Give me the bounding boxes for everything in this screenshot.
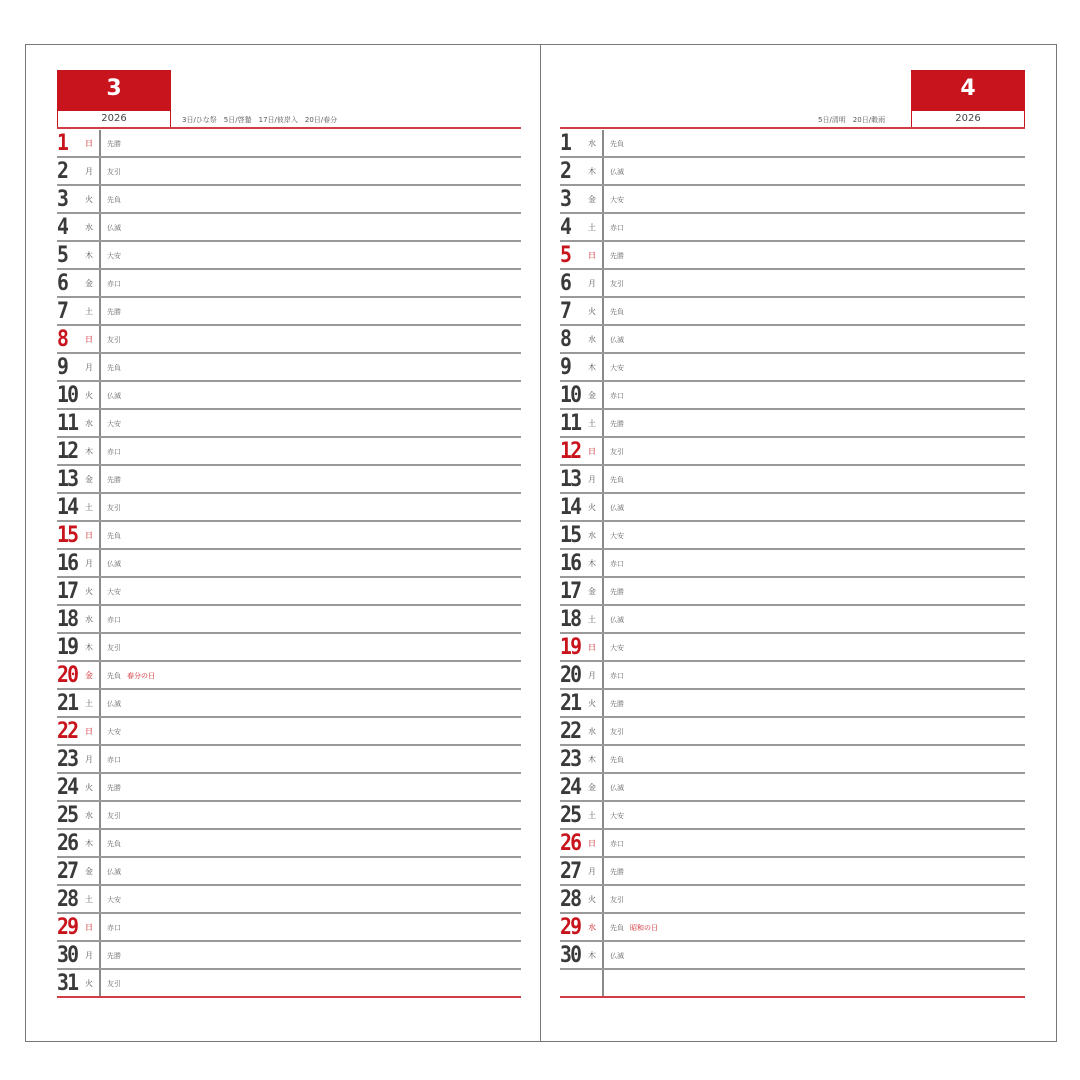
day-row (560, 942, 1025, 970)
rokuyo-label: 友引 (107, 504, 121, 512)
holiday-label: 昭和の日 (630, 924, 658, 932)
day-row (560, 634, 1025, 662)
day-number: 15 (560, 523, 581, 548)
day-row (57, 886, 521, 914)
day-of-week: 土 (588, 419, 596, 428)
day-row (560, 494, 1025, 522)
day-of-week: 火 (85, 587, 93, 596)
day-of-week: 金 (588, 195, 596, 204)
day-number: 12 (560, 439, 581, 464)
day-number: 21 (57, 691, 78, 716)
day-of-week: 土 (85, 307, 93, 316)
day-number: 27 (57, 859, 78, 884)
april-events: 5日/清明 20日/穀雨 (818, 116, 886, 124)
day-row (560, 886, 1025, 914)
day-row (57, 494, 521, 522)
day-of-week: 日 (588, 251, 596, 260)
day-of-week: 木 (85, 447, 93, 456)
day-row (57, 298, 521, 326)
day-number: 9 (57, 355, 68, 380)
rokuyo-label: 先勝 (107, 140, 121, 148)
day-of-week: 水 (588, 923, 596, 932)
day-row (560, 858, 1025, 886)
rokuyo-label: 友引 (610, 728, 624, 736)
day-of-week: 土 (588, 223, 596, 232)
day-number: 18 (57, 607, 78, 632)
day-number: 15 (57, 523, 78, 548)
day-of-week: 火 (85, 195, 93, 204)
day-number: 31 (57, 971, 78, 996)
rokuyo-label: 仏滅 (610, 504, 624, 512)
day-of-week: 日 (85, 727, 93, 736)
day-row (560, 298, 1025, 326)
day-number: 3 (560, 187, 571, 212)
day-of-week: 木 (85, 643, 93, 652)
day-number: 26 (57, 831, 78, 856)
day-of-week: 月 (85, 363, 93, 372)
day-number: 17 (560, 579, 581, 604)
day-row (560, 802, 1025, 830)
rokuyo-label: 大安 (610, 532, 624, 540)
march-month-number: 3 (57, 70, 171, 110)
day-of-week: 木 (85, 839, 93, 848)
rokuyo-label: 赤口 (610, 392, 624, 400)
rokuyo-label: 大安 (107, 252, 121, 260)
day-of-week: 土 (85, 699, 93, 708)
march-top-rule (171, 127, 521, 129)
day-number: 8 (57, 327, 68, 352)
april-year: 2026 (911, 110, 1025, 128)
day-of-week: 土 (588, 811, 596, 820)
day-of-week: 木 (588, 167, 596, 176)
day-of-week: 日 (85, 531, 93, 540)
day-number: 7 (57, 299, 68, 324)
rokuyo-label: 大安 (107, 728, 121, 736)
day-number: 1 (560, 131, 571, 156)
rokuyo-label: 赤口 (107, 280, 121, 288)
rokuyo-label: 赤口 (107, 448, 121, 456)
day-number: 24 (57, 775, 78, 800)
day-number: 9 (560, 355, 571, 380)
day-row (57, 438, 521, 466)
day-of-week: 金 (85, 867, 93, 876)
day-row (560, 242, 1025, 270)
day-number: 25 (560, 803, 581, 828)
day-number: 4 (57, 215, 68, 240)
day-row (560, 466, 1025, 494)
day-of-week: 月 (588, 279, 596, 288)
day-row (57, 746, 521, 774)
day-row (560, 326, 1025, 354)
day-number: 14 (57, 495, 78, 520)
day-number: 20 (57, 663, 78, 688)
rokuyo-label: 赤口 (107, 756, 121, 764)
rokuyo-label: 先負 (107, 196, 121, 204)
rokuyo-label: 先負 (610, 140, 624, 148)
day-row (57, 466, 521, 494)
day-number: 4 (560, 215, 571, 240)
rokuyo-label: 大安 (610, 196, 624, 204)
day-row (560, 718, 1025, 746)
day-row (57, 942, 521, 970)
rokuyo-label: 友引 (107, 336, 121, 344)
day-row (57, 914, 521, 942)
day-of-week: 金 (85, 475, 93, 484)
day-row (57, 578, 521, 606)
day-number: 22 (560, 719, 581, 744)
day-of-week: 木 (588, 755, 596, 764)
day-of-week: 月 (85, 167, 93, 176)
rokuyo-label: 先負 (107, 532, 121, 540)
day-number: 10 (57, 383, 78, 408)
day-row (560, 830, 1025, 858)
day-of-week: 日 (85, 139, 93, 148)
march-top-rule-left (57, 127, 171, 129)
day-of-week: 日 (588, 839, 596, 848)
day-row (57, 970, 521, 998)
day-number: 5 (57, 243, 68, 268)
day-of-week: 日 (85, 923, 93, 932)
day-of-week: 木 (588, 363, 596, 372)
day-number: 13 (560, 467, 581, 492)
rokuyo-label: 友引 (610, 896, 624, 904)
day-row (560, 662, 1025, 690)
day-of-week: 水 (588, 531, 596, 540)
march-bottom-rule (57, 996, 521, 998)
day-number: 18 (560, 607, 581, 632)
day-of-week: 日 (85, 335, 93, 344)
day-number: 24 (560, 775, 581, 800)
rokuyo-label: 仏滅 (107, 224, 121, 232)
day-row (57, 550, 521, 578)
day-number: 19 (57, 635, 78, 660)
rokuyo-label: 大安 (610, 812, 624, 820)
rokuyo-label: 赤口 (610, 224, 624, 232)
day-number: 29 (560, 915, 581, 940)
day-number: 6 (57, 271, 68, 296)
rokuyo-label: 友引 (107, 168, 121, 176)
day-row (560, 410, 1025, 438)
rokuyo-label: 仏滅 (107, 700, 121, 708)
rokuyo-label: 仏滅 (107, 560, 121, 568)
rokuyo-label: 大安 (107, 896, 121, 904)
rokuyo-label: 先勝 (107, 476, 121, 484)
rokuyo-label: 仏滅 (107, 868, 121, 876)
day-number: 23 (560, 747, 581, 772)
day-number: 6 (560, 271, 571, 296)
day-row (560, 606, 1025, 634)
day-number: 30 (560, 943, 581, 968)
day-number: 12 (57, 439, 78, 464)
day-row (57, 410, 521, 438)
day-row (560, 522, 1025, 550)
day-number: 23 (57, 747, 78, 772)
day-row (57, 522, 521, 550)
rokuyo-label: 先負 (610, 476, 624, 484)
day-number: 17 (57, 579, 78, 604)
rokuyo-label: 赤口 (610, 560, 624, 568)
day-number: 20 (560, 663, 581, 688)
day-of-week: 金 (588, 783, 596, 792)
day-number: 3 (57, 187, 68, 212)
day-of-week: 火 (588, 503, 596, 512)
day-of-week: 土 (588, 615, 596, 624)
day-row (560, 970, 1025, 998)
day-of-week: 金 (85, 279, 93, 288)
rokuyo-label: 仏滅 (610, 168, 624, 176)
rokuyo-label: 友引 (610, 448, 624, 456)
march-year: 2026 (57, 110, 171, 128)
day-row (560, 746, 1025, 774)
day-of-week: 月 (85, 951, 93, 960)
day-of-week: 金 (85, 671, 93, 680)
rokuyo-label: 先勝 (107, 784, 121, 792)
day-number: 13 (57, 467, 78, 492)
rokuyo-label: 仏滅 (610, 616, 624, 624)
day-of-week: 火 (85, 391, 93, 400)
rokuyo-label: 大安 (107, 420, 121, 428)
day-of-week: 水 (588, 139, 596, 148)
day-number: 16 (57, 551, 78, 576)
rokuyo-label: 先勝 (107, 308, 121, 316)
day-of-week: 木 (588, 951, 596, 960)
day-row (57, 214, 521, 242)
day-of-week: 土 (85, 503, 93, 512)
day-number: 22 (57, 719, 78, 744)
rokuyo-label: 大安 (610, 364, 624, 372)
rokuyo-label: 赤口 (610, 840, 624, 848)
day-of-week: 火 (588, 699, 596, 708)
day-number: 10 (560, 383, 581, 408)
day-row (57, 802, 521, 830)
day-of-week: 水 (588, 335, 596, 344)
day-of-week: 日 (588, 447, 596, 456)
rokuyo-label: 先負 (107, 840, 121, 848)
day-number: 11 (57, 411, 78, 436)
day-row (560, 774, 1025, 802)
rokuyo-label: 先勝 (610, 252, 624, 260)
day-row (57, 634, 521, 662)
day-row (57, 130, 521, 158)
day-of-week: 金 (588, 391, 596, 400)
rokuyo-label: 先負 (610, 924, 624, 932)
day-of-week: 火 (588, 307, 596, 316)
rokuyo-label: 友引 (107, 980, 121, 988)
day-of-week: 月 (588, 671, 596, 680)
day-of-week: 木 (85, 251, 93, 260)
rokuyo-label: 仏滅 (610, 784, 624, 792)
day-row (57, 326, 521, 354)
rokuyo-label: 仏滅 (610, 952, 624, 960)
day-row (560, 578, 1025, 606)
day-of-week: 月 (588, 475, 596, 484)
april-bottom-rule (560, 996, 1025, 998)
holiday-label: 春分の日 (127, 672, 155, 680)
day-of-week: 月 (85, 755, 93, 764)
rokuyo-label: 先勝 (610, 868, 624, 876)
day-number: 2 (57, 159, 68, 184)
day-row (57, 690, 521, 718)
rokuyo-label: 先負 (610, 756, 624, 764)
day-row (57, 662, 521, 690)
day-of-week: 火 (85, 979, 93, 988)
day-of-week: 月 (588, 867, 596, 876)
day-row (560, 382, 1025, 410)
day-number: 1 (57, 131, 68, 156)
day-number: 2 (560, 159, 571, 184)
day-number: 8 (560, 327, 571, 352)
day-row (560, 186, 1025, 214)
april-top-rule (560, 127, 1025, 129)
day-of-week: 水 (85, 615, 93, 624)
day-of-week: 火 (588, 895, 596, 904)
rokuyo-label: 大安 (107, 588, 121, 596)
rokuyo-label: 友引 (107, 812, 121, 820)
day-row (57, 158, 521, 186)
day-number: 21 (560, 691, 581, 716)
day-number: 25 (57, 803, 78, 828)
day-of-week: 日 (588, 643, 596, 652)
day-row (560, 550, 1025, 578)
day-of-week: 月 (85, 559, 93, 568)
rokuyo-label: 先勝 (610, 588, 624, 596)
day-row (560, 158, 1025, 186)
day-of-week: 水 (85, 811, 93, 820)
day-row (560, 438, 1025, 466)
march-events: 3日/ひな祭 5日/啓蟄 17日/彼岸入 20日/春分 (182, 116, 338, 124)
day-row (560, 214, 1025, 242)
rokuyo-label: 仏滅 (107, 392, 121, 400)
day-number: 16 (560, 551, 581, 576)
day-number: 11 (560, 411, 581, 436)
day-row (57, 382, 521, 410)
day-row (57, 718, 521, 746)
day-row (560, 270, 1025, 298)
day-row (560, 914, 1025, 942)
rokuyo-label: 先勝 (107, 952, 121, 960)
day-of-week: 水 (85, 223, 93, 232)
day-number: 29 (57, 915, 78, 940)
day-row (57, 270, 521, 298)
day-of-week: 水 (85, 419, 93, 428)
day-row (57, 186, 521, 214)
day-row (57, 858, 521, 886)
day-number: 5 (560, 243, 571, 268)
day-of-week: 木 (588, 559, 596, 568)
rokuyo-label: 仏滅 (610, 336, 624, 344)
day-row (57, 830, 521, 858)
day-row (57, 774, 521, 802)
day-number: 30 (57, 943, 78, 968)
day-row (57, 354, 521, 382)
day-number: 7 (560, 299, 571, 324)
rokuyo-label: 赤口 (610, 672, 624, 680)
day-number: 19 (560, 635, 581, 660)
rokuyo-label: 先負 (107, 672, 121, 680)
day-row (57, 242, 521, 270)
day-row (560, 130, 1025, 158)
day-number: 28 (560, 887, 581, 912)
rokuyo-label: 友引 (610, 280, 624, 288)
rokuyo-label: 先勝 (610, 700, 624, 708)
day-of-week: 金 (588, 587, 596, 596)
rokuyo-label: 先負 (610, 308, 624, 316)
day-row (560, 354, 1025, 382)
day-of-week: 火 (85, 783, 93, 792)
day-of-week: 水 (588, 727, 596, 736)
rokuyo-label: 赤口 (107, 924, 121, 932)
day-number: 14 (560, 495, 581, 520)
rokuyo-label: 友引 (107, 644, 121, 652)
rokuyo-label: 赤口 (107, 616, 121, 624)
day-of-week: 土 (85, 895, 93, 904)
april-month-number: 4 (911, 70, 1025, 110)
spine-divider (540, 44, 541, 1042)
day-row (560, 690, 1025, 718)
rokuyo-label: 先勝 (610, 420, 624, 428)
day-number: 27 (560, 859, 581, 884)
day-number: 28 (57, 887, 78, 912)
day-number: 26 (560, 831, 581, 856)
rokuyo-label: 先負 (107, 364, 121, 372)
day-row (57, 606, 521, 634)
rokuyo-label: 大安 (610, 644, 624, 652)
